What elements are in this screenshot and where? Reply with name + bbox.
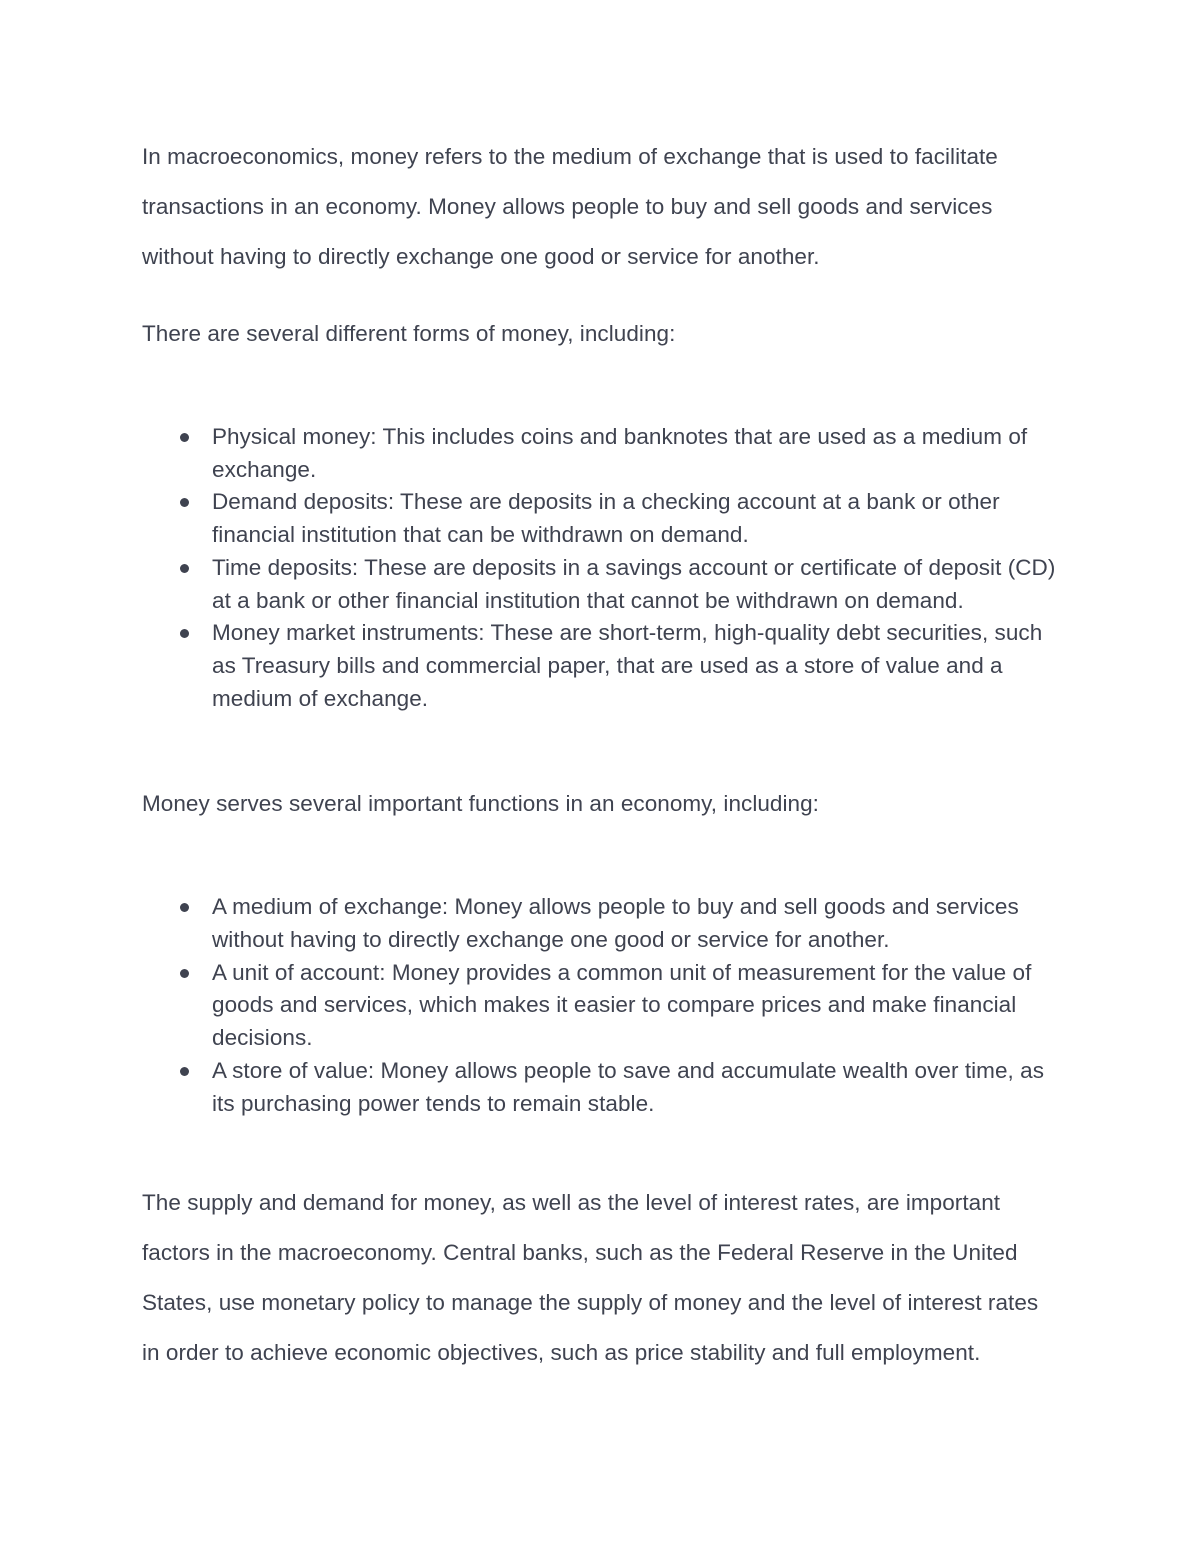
list-item-text: Demand deposits: These are deposits in a checking account at a bank or other financial institution that can be withdrawn on demand. [212, 489, 1000, 548]
list-item-text: Physical money: This includes coins and banknotes that are used as a medium of exchange. [212, 424, 1028, 482]
bullet-icon [180, 564, 189, 573]
list-item [212, 957, 1060, 1055]
list-item [212, 891, 1060, 956]
list-item-text: Money market instruments: These are short-term, high-quality debt securities, such as Treasury bills and commercial paper, that are used as a store of value and a medium of exchange. [212, 620, 1043, 711]
bullet-icon [180, 969, 189, 978]
list-item [212, 1055, 1060, 1120]
bullet-icon [180, 629, 189, 638]
functions-of-money-list [142, 891, 1060, 1120]
forms-of-money-list [142, 421, 1060, 715]
bullet-icon [180, 498, 189, 507]
list-item [212, 486, 1060, 551]
functions-lead-paragraph: Money serves several important functions in an economy, including: [142, 791, 819, 817]
forms-lead-paragraph: There are several different forms of money, including: [142, 321, 676, 346]
list-item-text: A store of value: Money allows people to save and accumulate wealth over time, as its purchasing power tends to remain stable. [212, 1057, 1045, 1116]
list-item [212, 552, 1060, 617]
bullet-icon [180, 433, 189, 442]
list-item-text: A medium of exchange: Money allows people to buy and sell goods and services without having to directly exchange one good or service for another. [212, 894, 1019, 953]
list-item-text: A unit of account: Money provides a common unit of measurement for the value of goods and services, which makes it easier to compare prices and make financial decisions. [212, 959, 1032, 1051]
list-item [212, 617, 1060, 715]
list-item [212, 421, 1060, 486]
intro-paragraph: In macroeconomics, money refers to the medium of exchange that is used to facilitate transactions in an economy. Money allows people to buy and sell goods and services without having to directly exchange one good or service for another. [142, 144, 998, 269]
list-item-text: Time deposits: These are deposits in a savings account or certificate of deposit (CD) at a bank or other financial institution that cannot be withdrawn on demand. [212, 554, 1056, 613]
closing-paragraph: The supply and demand for money, as well as the level of interest rates, are important factors in the macroeconomy. Central banks, such as the Federal Reserve in the United States, use monetary policy to manage the supply of money and the level of interest rates in order to achieve economic objectives, such as price stability and full employment. [142, 1190, 1039, 1366]
bullet-icon [180, 903, 189, 912]
bullet-icon [180, 1067, 189, 1076]
